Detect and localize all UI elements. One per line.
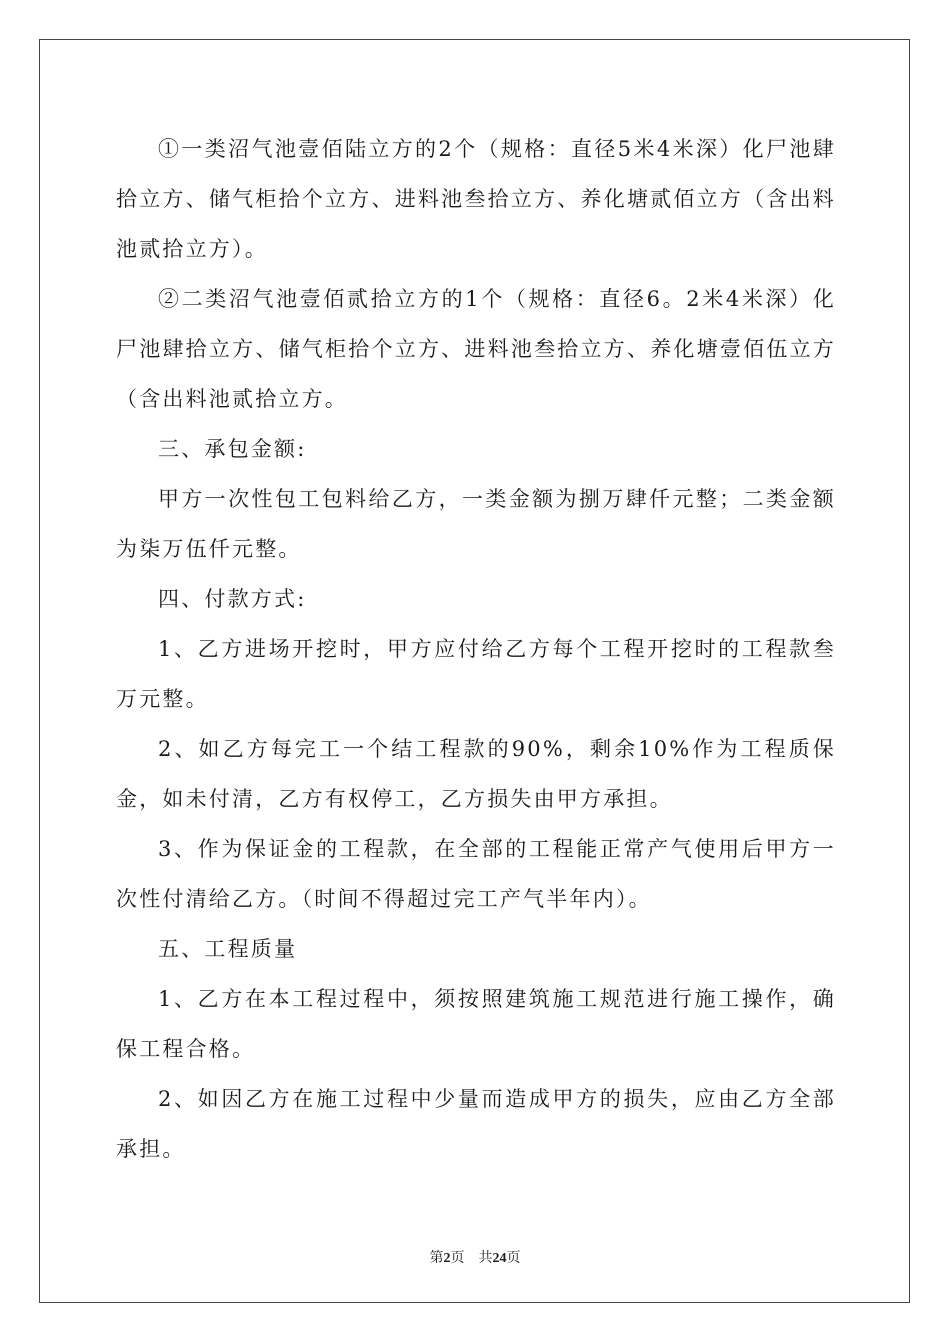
- paragraph-amount: 甲方一次性包工包料给乙方，一类金额为捌万肆仟元整；二类金额为柒万伍仟元整。: [116, 487, 836, 561]
- paragraph-payment-2: 2、如乙方每完工一个结工程款的90%，剩余10%作为工程质保金，如未付清，乙方有权停工，乙方损失由甲方承担。: [116, 737, 836, 811]
- section-heading-amount: 三、承包金额:: [158, 437, 307, 461]
- footer-total-suffix: 页: [506, 1251, 521, 1266]
- paragraph-1: ①一类沼气池壹佰陆立方的2个（规格：直径5米4米深）化尸池肆拾立方、储气柜拾个立方、进料池叁拾立方、养化塘贰佰立方（含出料池贰拾立方）。: [116, 137, 836, 261]
- paragraph-quality-2: 2、如因乙方在施工过程中少量而造成甲方的损失，应由乙方全部承担。: [116, 1087, 836, 1161]
- footer-page-prefix: 第: [429, 1251, 444, 1266]
- section-heading-quality: 五、工程质量: [158, 937, 298, 961]
- footer-page-number: 2: [443, 1251, 451, 1266]
- page-footer: [0, 1247, 950, 1267]
- footer-gap: [465, 1251, 479, 1266]
- footer-total-pages: 24: [492, 1251, 507, 1266]
- footer-page-suffix: 页: [450, 1251, 465, 1266]
- paragraph-payment-3: 3、作为保证金的工程款，在全部的工程能正常产气使用后甲方一次性付清给乙方。（时间不得超过完工产气半年内）。: [116, 837, 836, 911]
- document-body: [116, 124, 836, 1174]
- footer-total-prefix: 共: [478, 1251, 493, 1266]
- paragraph-quality-1: 1、乙方在本工程过程中，须按照建筑施工规范进行施工操作，确保工程合格。: [116, 987, 836, 1061]
- paragraph-payment-1: 1、乙方进场开挖时，甲方应付给乙方每个工程开挖时的工程款叁万元整。: [116, 637, 836, 711]
- section-heading-payment: 四、付款方式:: [158, 587, 307, 611]
- paragraph-2: ②二类沼气池壹佰贰拾立方的1个（规格：直径6。2米4米深）化尸池肆拾立方、储气柜拾个立方、进料池叁拾立方、养化塘壹佰伍立方（含出料池贰拾立方。: [116, 287, 836, 411]
